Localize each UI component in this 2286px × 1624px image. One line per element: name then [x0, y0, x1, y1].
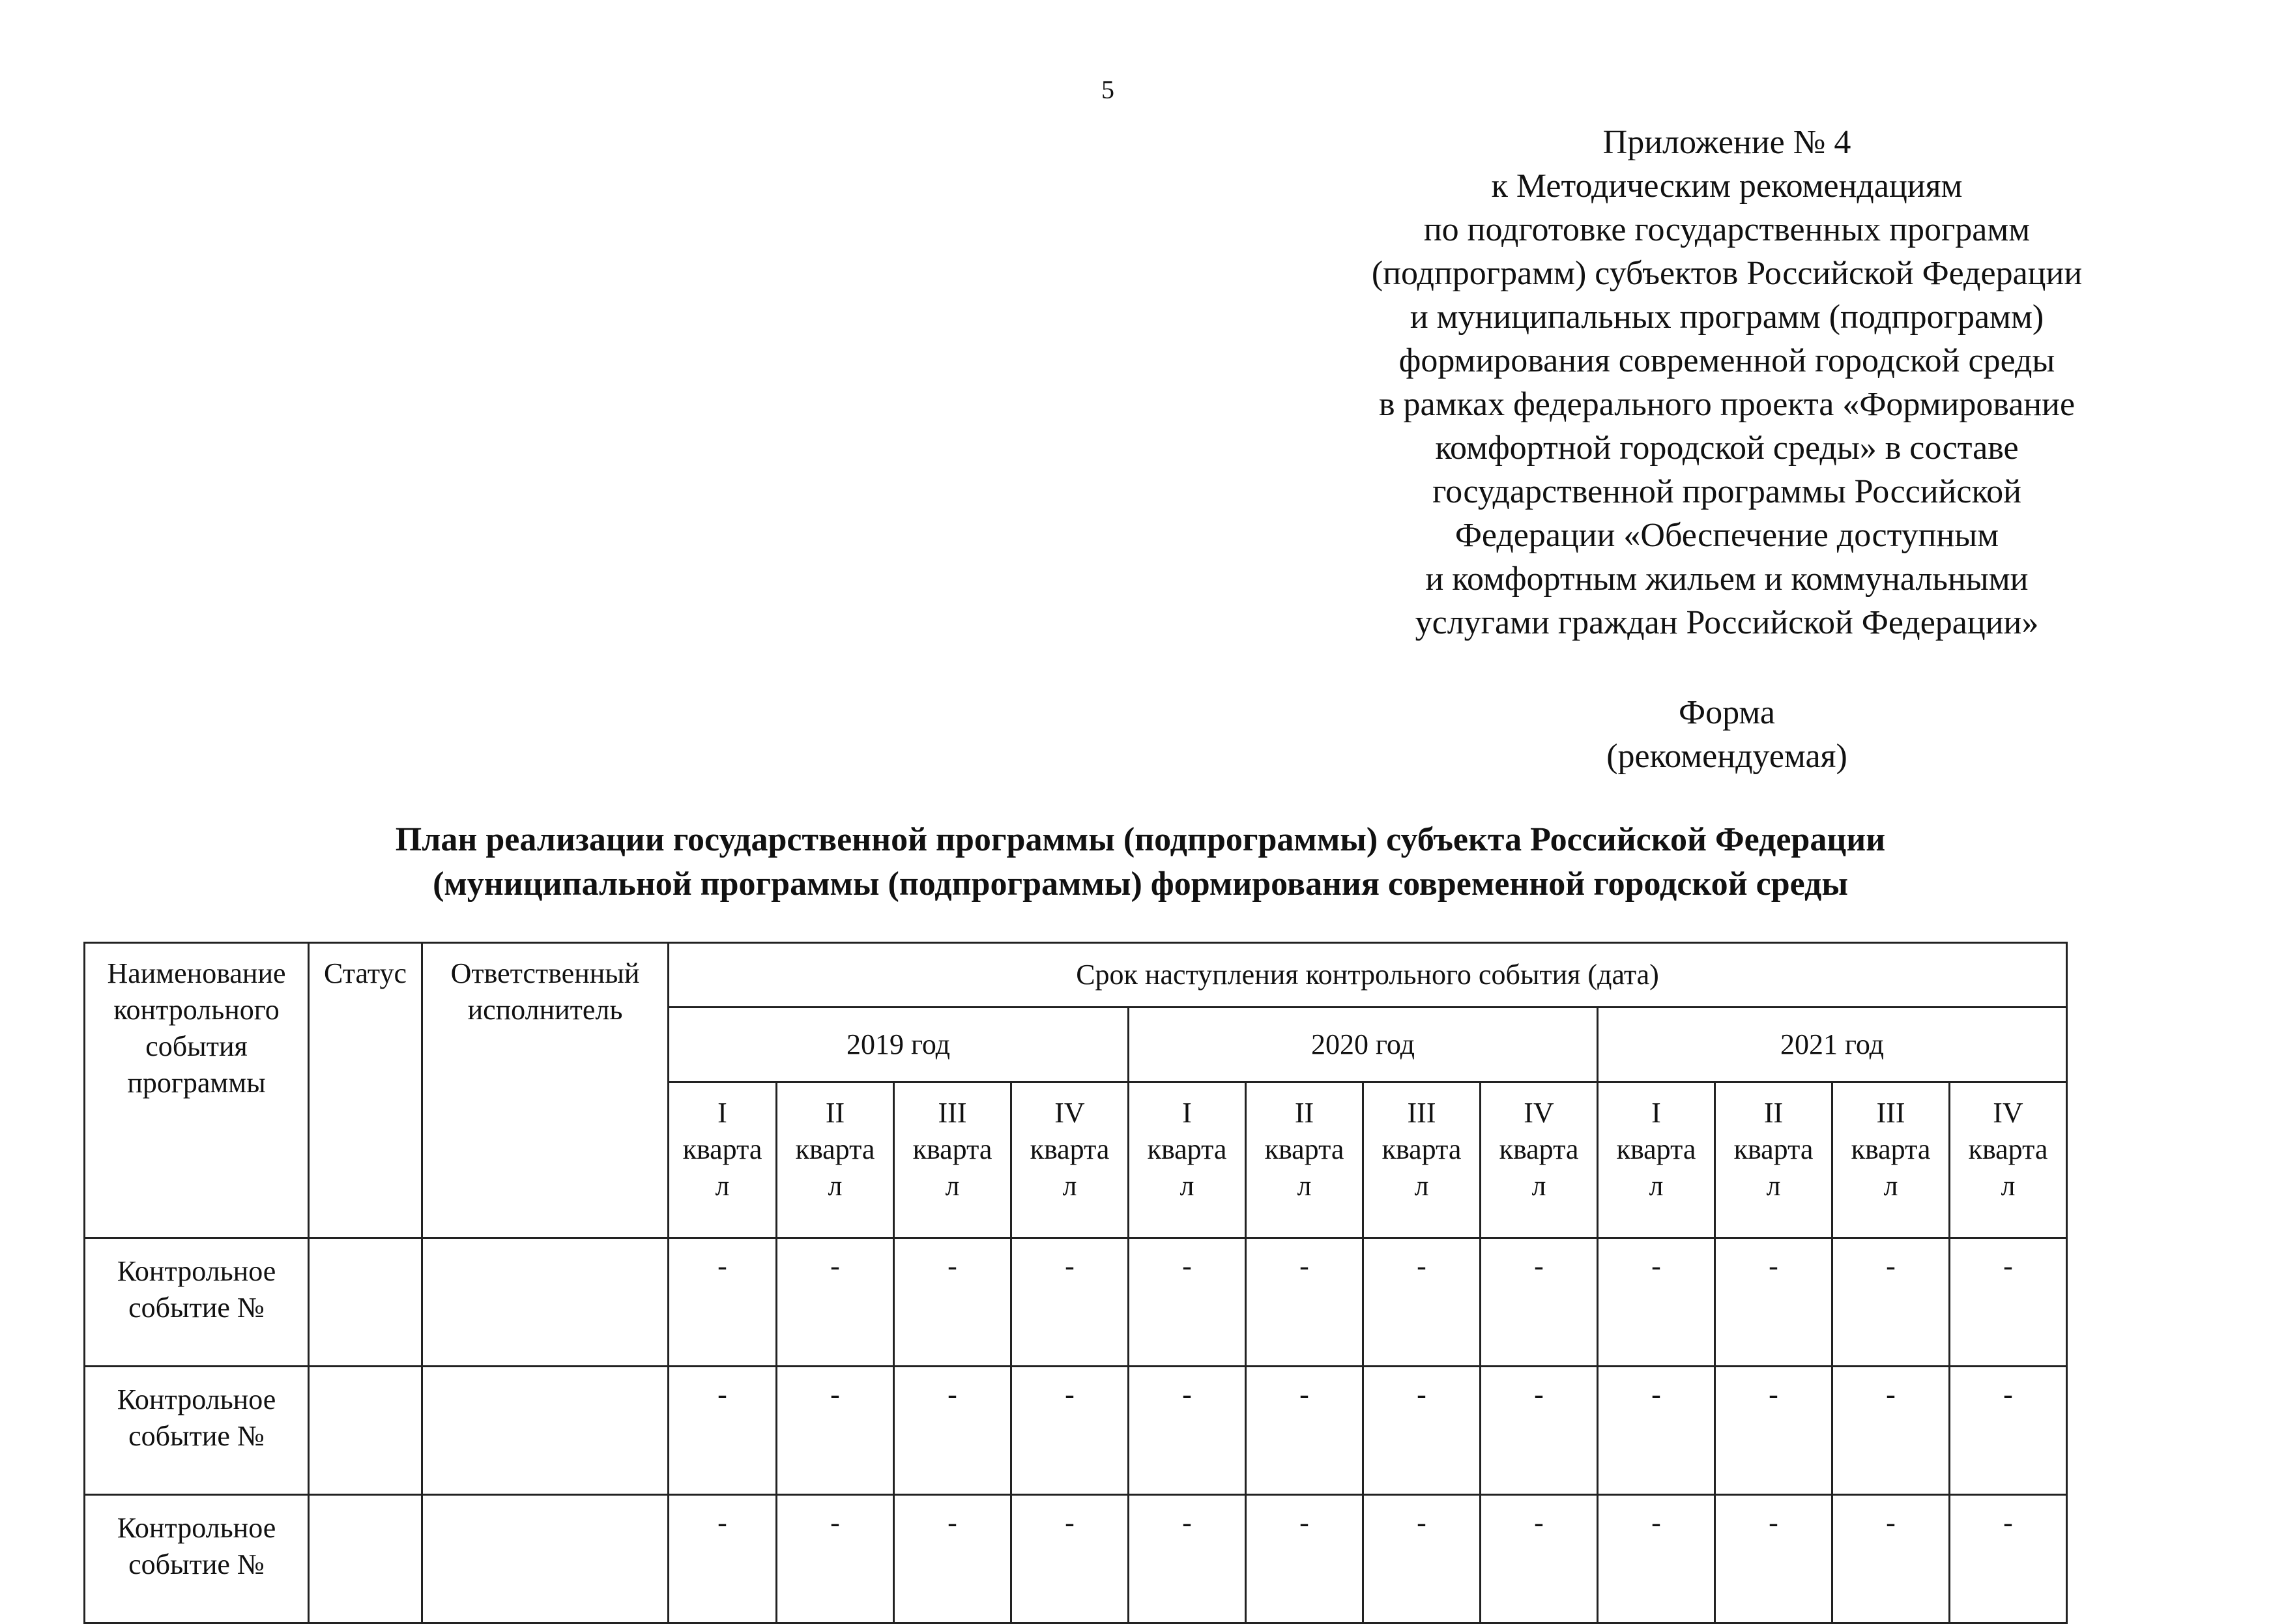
quarter-number: I [717, 1097, 727, 1129]
quarter-word: кварта [1733, 1133, 1814, 1165]
appendix-line: Приложение № 4 [1602, 124, 1851, 161]
header-year: 2019 год [669, 1008, 1129, 1082]
quarter-date-cell: - [894, 1367, 1011, 1495]
header-status: Статус [309, 943, 422, 1238]
quarter-date-cell: - [1832, 1495, 1950, 1623]
quarter-date-cell: - [1598, 1367, 1715, 1495]
quarter-date-cell: - [1950, 1367, 2067, 1495]
appendix-line: в рамках федерального проекта «Формирование [1378, 386, 2076, 423]
quarter-number: II [825, 1097, 845, 1129]
quarter-date-cell: - [669, 1238, 777, 1367]
quarter-word-tail: л [1297, 1170, 1312, 1202]
quarter-word-tail: л [2001, 1170, 2016, 1202]
appendix-line: государственной программы Российской [1432, 473, 2021, 510]
form-label [1531, 691, 1922, 778]
header-quarter [777, 1082, 894, 1238]
header-quarter [1715, 1082, 1832, 1238]
header-quarter [1011, 1082, 1129, 1238]
quarter-word-tail: л [1062, 1170, 1077, 1202]
status-cell [309, 1238, 422, 1367]
quarter-word-tail: л [828, 1170, 843, 1202]
quarter-word: кварта [1030, 1133, 1110, 1165]
quarter-number: IV [1993, 1097, 2023, 1129]
quarter-word: кварта [1147, 1133, 1227, 1165]
appendix-line: услугами граждан Российской Федерации» [1415, 604, 2039, 641]
quarter-date-cell: - [1598, 1238, 1715, 1367]
quarter-word: кварта [1264, 1133, 1344, 1165]
header-year: 2020 год [1129, 1008, 1598, 1082]
quarter-date-cell: - [1011, 1238, 1129, 1367]
quarter-word-tail: л [1531, 1170, 1546, 1202]
quarter-number: III [1407, 1097, 1436, 1129]
quarter-date-cell: - [1481, 1367, 1598, 1495]
quarter-word: кварта [1499, 1133, 1579, 1165]
status-cell [309, 1367, 422, 1495]
responsible-cell [422, 1495, 669, 1623]
appendix-line: Федерации «Обеспечение доступным [1454, 517, 1999, 554]
quarter-date-cell: - [1246, 1367, 1363, 1495]
quarter-date-cell: - [1129, 1495, 1246, 1623]
quarter-date-cell: - [1832, 1238, 1950, 1367]
quarter-date-cell: - [1950, 1495, 2067, 1623]
quarter-date-cell: - [1832, 1367, 1950, 1495]
header-quarter [1246, 1082, 1363, 1238]
quarter-word: кварта [1382, 1133, 1462, 1165]
event-name-cell: Контрольное событие № [85, 1367, 309, 1495]
header-quarter [1950, 1082, 2067, 1238]
quarter-word-tail: л [715, 1170, 730, 1202]
quarter-date-cell: - [1715, 1367, 1832, 1495]
quarter-date-cell: - [1481, 1238, 1598, 1367]
header-responsible: Ответственный исполнитель [422, 943, 669, 1238]
page-number: 5 [1101, 75, 1114, 104]
form-label-line: (рекомендуемая) [1606, 738, 1847, 775]
header-quarter [894, 1082, 1011, 1238]
header-quarter [1832, 1082, 1950, 1238]
quarter-number: III [938, 1097, 967, 1129]
quarter-date-cell: - [1715, 1495, 1832, 1623]
header-quarter [1598, 1082, 1715, 1238]
quarter-date-cell: - [1481, 1495, 1598, 1623]
quarter-number: I [1651, 1097, 1661, 1129]
appendix-line: формирования современной городской среды [1398, 342, 2055, 379]
status-cell [309, 1495, 422, 1623]
quarter-word: кварта [1851, 1133, 1931, 1165]
quarter-date-cell: - [894, 1495, 1011, 1623]
quarter-number: IV [1524, 1097, 1554, 1129]
quarter-word-tail: л [1883, 1170, 1898, 1202]
quarter-word-tail: л [1649, 1170, 1664, 1202]
quarter-date-cell: - [1363, 1238, 1481, 1367]
appendix-header [1290, 121, 2163, 645]
header-year: 2021 год [1598, 1008, 2067, 1082]
quarter-date-cell: - [894, 1238, 1011, 1367]
table-row [85, 1495, 2067, 1623]
quarter-date-cell: - [669, 1367, 777, 1495]
title-line: План реализации государственной программы (подпрограммы) субъекта Российской Федерации [395, 821, 1886, 858]
quarter-date-cell: - [669, 1495, 777, 1623]
quarter-date-cell: - [777, 1367, 894, 1495]
appendix-line: и комфортным жильем и коммунальными [1425, 560, 2029, 598]
quarter-date-cell: - [1598, 1495, 1715, 1623]
responsible-cell [422, 1238, 669, 1367]
quarter-word-tail: л [1414, 1170, 1429, 1202]
header-quarter [669, 1082, 777, 1238]
responsible-cell [422, 1367, 669, 1495]
form-label-line: Форма [1679, 694, 1775, 731]
quarter-word: кварта [682, 1133, 762, 1165]
quarter-number: I [1182, 1097, 1192, 1129]
appendix-line: комфортной городской среды» в составе [1435, 429, 2019, 467]
quarter-word: кварта [912, 1133, 992, 1165]
quarter-date-cell: - [1246, 1495, 1363, 1623]
quarter-word-tail: л [1179, 1170, 1194, 1202]
quarter-word: кварта [1968, 1133, 2048, 1165]
table-row [85, 1367, 2067, 1495]
plan-table [83, 942, 2068, 1624]
table-row [85, 1238, 2067, 1367]
quarter-date-cell: - [1363, 1367, 1481, 1495]
quarter-date-cell: - [777, 1495, 894, 1623]
quarter-date-cell: - [1129, 1367, 1246, 1495]
header-deadline: Срок наступления контрольного события (дата) [669, 943, 2067, 1008]
appendix-line: по подготовке государственных программ [1423, 211, 2031, 248]
header-event-name: Наименование контрольного события программы [85, 943, 309, 1238]
quarter-word: кварта [795, 1133, 875, 1165]
quarter-number: III [1876, 1097, 1905, 1129]
quarter-word-tail: л [945, 1170, 960, 1202]
quarter-number: IV [1054, 1097, 1085, 1129]
header-quarter [1129, 1082, 1246, 1238]
title-line: (муниципальной программы (подпрограммы) формирования современной городской среды [433, 865, 1848, 903]
document-title [195, 818, 2085, 906]
appendix-line: к Методическим рекомендациям [1491, 167, 1963, 205]
quarter-word-tail: л [1766, 1170, 1781, 1202]
quarter-date-cell: - [1363, 1495, 1481, 1623]
quarter-date-cell: - [1950, 1238, 2067, 1367]
quarter-date-cell: - [1011, 1495, 1129, 1623]
quarter-date-cell: - [1129, 1238, 1246, 1367]
quarter-number: II [1294, 1097, 1314, 1129]
quarter-date-cell: - [1715, 1238, 1832, 1367]
appendix-line: и муниципальных программ (подпрограмм) [1410, 298, 2044, 336]
event-name-cell: Контрольное событие № [85, 1238, 309, 1367]
quarter-number: II [1763, 1097, 1784, 1129]
header-quarter [1481, 1082, 1598, 1238]
quarter-date-cell: - [1246, 1238, 1363, 1367]
quarter-word: кварта [1616, 1133, 1696, 1165]
event-name-cell: Контрольное событие № [85, 1495, 309, 1623]
appendix-line: (подпрограмм) субъектов Российской Федерации [1371, 255, 2083, 292]
quarter-date-cell: - [1011, 1367, 1129, 1495]
header-quarter [1363, 1082, 1481, 1238]
quarter-date-cell: - [777, 1238, 894, 1367]
